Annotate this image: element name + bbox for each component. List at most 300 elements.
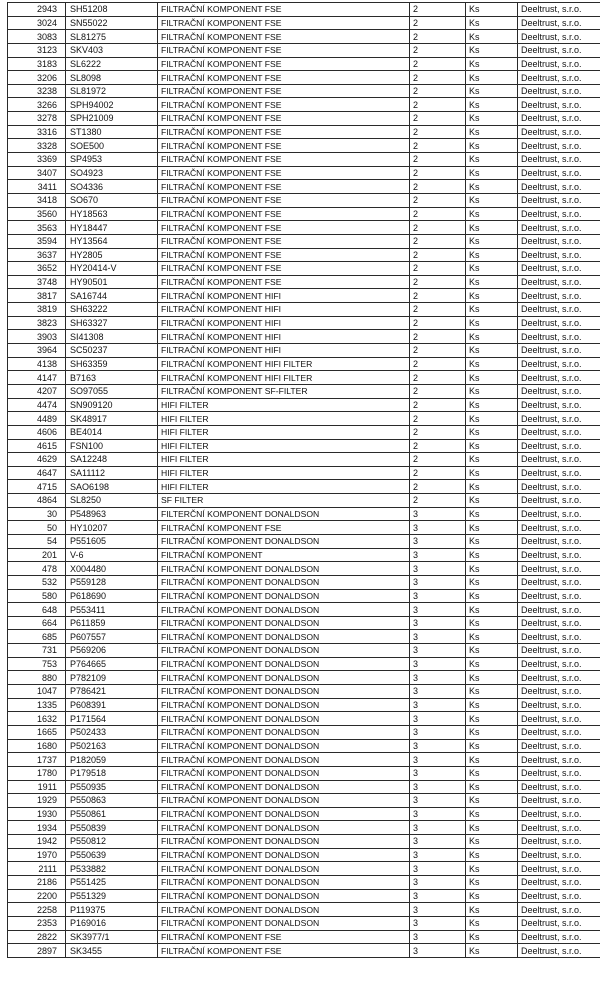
- cell-item-number: 478: [8, 562, 66, 576]
- cell-supplier: Deeltrust, s.r.o.: [518, 562, 600, 576]
- cell-quantity: 2: [410, 344, 466, 358]
- cell-quantity: 3: [410, 807, 466, 821]
- cell-unit: Ks: [466, 616, 518, 630]
- cell-quantity: 3: [410, 739, 466, 753]
- cell-part-code: P550639: [66, 848, 158, 862]
- cell-description: FILTRAČNÍ KOMPONENT FSE: [158, 57, 410, 71]
- cell-part-code: P182059: [66, 753, 158, 767]
- cell-quantity: 3: [410, 671, 466, 685]
- cell-item-number: 4207: [8, 384, 66, 398]
- cell-supplier: Deeltrust, s.r.o.: [518, 725, 600, 739]
- cell-part-code: P179518: [66, 766, 158, 780]
- table-row: [8, 166, 600, 180]
- cell-quantity: 2: [410, 262, 466, 276]
- table-row: [8, 821, 600, 835]
- cell-part-code: P169016: [66, 916, 158, 930]
- cell-unit: Ks: [466, 112, 518, 126]
- cell-supplier: Deeltrust, s.r.o.: [518, 657, 600, 671]
- cell-quantity: 3: [410, 835, 466, 849]
- cell-part-code: P171564: [66, 712, 158, 726]
- cell-quantity: 3: [410, 521, 466, 535]
- cell-quantity: 3: [410, 534, 466, 548]
- table-row: [8, 466, 600, 480]
- cell-quantity: 2: [410, 248, 466, 262]
- cell-unit: Ks: [466, 494, 518, 508]
- cell-part-code: B7163: [66, 371, 158, 385]
- table-row: [8, 425, 600, 439]
- table-row: [8, 344, 600, 358]
- cell-part-code: P559128: [66, 575, 158, 589]
- table-row: [8, 876, 600, 890]
- cell-supplier: Deeltrust, s.r.o.: [518, 466, 600, 480]
- cell-item-number: 685: [8, 630, 66, 644]
- cell-description: FILTRAČNÍ KOMPONENT DONALDSON: [158, 671, 410, 685]
- table-row: [8, 193, 600, 207]
- cell-item-number: 4489: [8, 412, 66, 426]
- cell-quantity: 2: [410, 480, 466, 494]
- table-row: [8, 916, 600, 930]
- inventory-table: [7, 2, 600, 958]
- cell-part-code: SPH21009: [66, 112, 158, 126]
- cell-unit: Ks: [466, 153, 518, 167]
- cell-part-code: P782109: [66, 671, 158, 685]
- cell-description: FILTRAČNÍ KOMPONENT DONALDSON: [158, 916, 410, 930]
- cell-part-code: P502163: [66, 739, 158, 753]
- cell-part-code: HY2805: [66, 248, 158, 262]
- cell-description: FILTRAČNÍ KOMPONENT HIFI FILTER: [158, 371, 410, 385]
- cell-part-code: SL8250: [66, 494, 158, 508]
- cell-part-code: P550863: [66, 794, 158, 808]
- table-row: [8, 125, 600, 139]
- cell-quantity: 2: [410, 125, 466, 139]
- cell-unit: Ks: [466, 739, 518, 753]
- cell-description: FILTRAČNÍ KOMPONENT SF-FILTER: [158, 384, 410, 398]
- table-row: [8, 262, 600, 276]
- table-row: [8, 712, 600, 726]
- cell-supplier: Deeltrust, s.r.o.: [518, 166, 600, 180]
- cell-part-code: V-6: [66, 548, 158, 562]
- cell-unit: Ks: [466, 603, 518, 617]
- cell-description: FILTRAČNÍ KOMPONENT FSE: [158, 3, 410, 17]
- cell-supplier: Deeltrust, s.r.o.: [518, 753, 600, 767]
- cell-part-code: P502433: [66, 725, 158, 739]
- cell-unit: Ks: [466, 862, 518, 876]
- cell-supplier: Deeltrust, s.r.o.: [518, 575, 600, 589]
- cell-quantity: 3: [410, 821, 466, 835]
- cell-quantity: 3: [410, 712, 466, 726]
- cell-supplier: Deeltrust, s.r.o.: [518, 412, 600, 426]
- cell-description: FILTRAČNÍ KOMPONENT DONALDSON: [158, 848, 410, 862]
- cell-item-number: 3266: [8, 98, 66, 112]
- cell-unit: Ks: [466, 725, 518, 739]
- cell-part-code: HY13564: [66, 234, 158, 248]
- cell-item-number: 1911: [8, 780, 66, 794]
- cell-quantity: 2: [410, 439, 466, 453]
- cell-item-number: 3278: [8, 112, 66, 126]
- table-row: [8, 630, 600, 644]
- cell-description: FILTRAČNÍ KOMPONENT DONALDSON: [158, 657, 410, 671]
- table-row: [8, 248, 600, 262]
- cell-item-number: 1929: [8, 794, 66, 808]
- cell-description: FILTRAČNÍ KOMPONENT FSE: [158, 98, 410, 112]
- cell-description: FILTRAČNÍ KOMPONENT FSE: [158, 930, 410, 944]
- cell-unit: Ks: [466, 234, 518, 248]
- table-row: [8, 753, 600, 767]
- cell-supplier: Deeltrust, s.r.o.: [518, 303, 600, 317]
- cell-quantity: 3: [410, 698, 466, 712]
- cell-unit: Ks: [466, 534, 518, 548]
- cell-quantity: 3: [410, 889, 466, 903]
- cell-supplier: Deeltrust, s.r.o.: [518, 848, 600, 862]
- cell-supplier: Deeltrust, s.r.o.: [518, 903, 600, 917]
- cell-quantity: 2: [410, 84, 466, 98]
- cell-item-number: 664: [8, 616, 66, 630]
- cell-unit: Ks: [466, 521, 518, 535]
- cell-description: FILTRAČNÍ KOMPONENT DONALDSON: [158, 534, 410, 548]
- cell-part-code: SK3977/1: [66, 930, 158, 944]
- cell-quantity: 2: [410, 412, 466, 426]
- cell-unit: Ks: [466, 316, 518, 330]
- cell-quantity: 3: [410, 685, 466, 699]
- cell-item-number: 3206: [8, 71, 66, 85]
- cell-quantity: 2: [410, 316, 466, 330]
- cell-description: FILTRAČNÍ KOMPONENT DONALDSON: [158, 766, 410, 780]
- cell-supplier: Deeltrust, s.r.o.: [518, 180, 600, 194]
- cell-item-number: 1934: [8, 821, 66, 835]
- cell-quantity: 2: [410, 425, 466, 439]
- table-row: [8, 494, 600, 508]
- cell-description: FILTRAČNÍ KOMPONENT FSE: [158, 112, 410, 126]
- cell-supplier: Deeltrust, s.r.o.: [518, 16, 600, 30]
- cell-item-number: 4629: [8, 453, 66, 467]
- cell-item-number: 50: [8, 521, 66, 535]
- cell-part-code: SN55022: [66, 16, 158, 30]
- table-row: [8, 16, 600, 30]
- cell-part-code: SH51208: [66, 3, 158, 17]
- cell-description: HIFI FILTER: [158, 466, 410, 480]
- cell-item-number: 3407: [8, 166, 66, 180]
- cell-supplier: Deeltrust, s.r.o.: [518, 207, 600, 221]
- cell-unit: Ks: [466, 889, 518, 903]
- cell-description: FILTRAČNÍ KOMPONENT DONALDSON: [158, 589, 410, 603]
- cell-supplier: Deeltrust, s.r.o.: [518, 262, 600, 276]
- table-row: [8, 780, 600, 794]
- cell-description: FILTERČNÍ KOMPONENT DONALDSON: [158, 507, 410, 521]
- cell-part-code: SO4336: [66, 180, 158, 194]
- cell-description: FILTRAČNÍ KOMPONENT FSE: [158, 207, 410, 221]
- cell-unit: Ks: [466, 548, 518, 562]
- cell-part-code: SA11112: [66, 466, 158, 480]
- cell-unit: Ks: [466, 644, 518, 658]
- cell-quantity: 3: [410, 507, 466, 521]
- cell-item-number: 201: [8, 548, 66, 562]
- cell-supplier: Deeltrust, s.r.o.: [518, 357, 600, 371]
- cell-unit: Ks: [466, 835, 518, 849]
- cell-description: FILTRAČNÍ KOMPONENT FSE: [158, 30, 410, 44]
- table-row: [8, 766, 600, 780]
- cell-description: FILTRAČNÍ KOMPONENT DONALDSON: [158, 630, 410, 644]
- cell-part-code: P550935: [66, 780, 158, 794]
- cell-part-code: P119375: [66, 903, 158, 917]
- cell-quantity: 2: [410, 193, 466, 207]
- cell-supplier: Deeltrust, s.r.o.: [518, 221, 600, 235]
- cell-item-number: 1335: [8, 698, 66, 712]
- cell-item-number: 880: [8, 671, 66, 685]
- cell-supplier: Deeltrust, s.r.o.: [518, 589, 600, 603]
- cell-item-number: 4715: [8, 480, 66, 494]
- cell-description: FILTRAČNÍ KOMPONENT DONALDSON: [158, 603, 410, 617]
- cell-unit: Ks: [466, 930, 518, 944]
- cell-supplier: Deeltrust, s.r.o.: [518, 876, 600, 890]
- cell-supplier: Deeltrust, s.r.o.: [518, 794, 600, 808]
- cell-part-code: P764665: [66, 657, 158, 671]
- cell-supplier: Deeltrust, s.r.o.: [518, 944, 600, 958]
- table-row: [8, 835, 600, 849]
- cell-quantity: 2: [410, 43, 466, 57]
- cell-item-number: 54: [8, 534, 66, 548]
- cell-item-number: 3652: [8, 262, 66, 276]
- cell-unit: Ks: [466, 685, 518, 699]
- cell-unit: Ks: [466, 753, 518, 767]
- cell-unit: Ks: [466, 3, 518, 17]
- table-row: [8, 889, 600, 903]
- cell-quantity: 2: [410, 234, 466, 248]
- cell-description: FILTRAČNÍ KOMPONENT DONALDSON: [158, 876, 410, 890]
- cell-description: FILTRAČNÍ KOMPONENT FSE: [158, 275, 410, 289]
- cell-description: FILTRAČNÍ KOMPONENT DONALDSON: [158, 821, 410, 835]
- table-row: [8, 848, 600, 862]
- cell-item-number: 30: [8, 507, 66, 521]
- cell-item-number: 3817: [8, 289, 66, 303]
- cell-supplier: Deeltrust, s.r.o.: [518, 43, 600, 57]
- cell-item-number: 2258: [8, 903, 66, 917]
- cell-supplier: Deeltrust, s.r.o.: [518, 821, 600, 835]
- table-row: [8, 453, 600, 467]
- cell-description: FILTRAČNÍ KOMPONENT FSE: [158, 262, 410, 276]
- cell-quantity: 3: [410, 848, 466, 862]
- cell-quantity: 2: [410, 207, 466, 221]
- cell-part-code: SL81972: [66, 84, 158, 98]
- cell-item-number: 3964: [8, 344, 66, 358]
- cell-description: FILTRAČNÍ KOMPONENT FSE: [158, 521, 410, 535]
- cell-item-number: 4147: [8, 371, 66, 385]
- cell-part-code: P786421: [66, 685, 158, 699]
- cell-unit: Ks: [466, 589, 518, 603]
- cell-part-code: P551425: [66, 876, 158, 890]
- table-row: [8, 521, 600, 535]
- table-row: [8, 439, 600, 453]
- cell-supplier: Deeltrust, s.r.o.: [518, 685, 600, 699]
- cell-unit: Ks: [466, 275, 518, 289]
- cell-description: FILTRAČNÍ KOMPONENT DONALDSON: [158, 780, 410, 794]
- cell-description: FILTRAČNÍ KOMPONENT HIFI: [158, 330, 410, 344]
- cell-unit: Ks: [466, 371, 518, 385]
- cell-item-number: 3594: [8, 234, 66, 248]
- cell-unit: Ks: [466, 562, 518, 576]
- cell-unit: Ks: [466, 57, 518, 71]
- cell-supplier: Deeltrust, s.r.o.: [518, 84, 600, 98]
- cell-description: FILTRAČNÍ KOMPONENT DONALDSON: [158, 794, 410, 808]
- cell-unit: Ks: [466, 657, 518, 671]
- cell-quantity: 2: [410, 153, 466, 167]
- cell-quantity: 2: [410, 30, 466, 44]
- cell-description: FILTRAČNÍ KOMPONENT HIFI: [158, 316, 410, 330]
- cell-unit: Ks: [466, 71, 518, 85]
- cell-part-code: SO4923: [66, 166, 158, 180]
- cell-supplier: Deeltrust, s.r.o.: [518, 916, 600, 930]
- cell-quantity: 3: [410, 876, 466, 890]
- cell-item-number: 3411: [8, 180, 66, 194]
- cell-supplier: Deeltrust, s.r.o.: [518, 425, 600, 439]
- cell-supplier: Deeltrust, s.r.o.: [518, 548, 600, 562]
- cell-description: FILTRAČNÍ KOMPONENT HIFI: [158, 289, 410, 303]
- cell-description: FILTRAČNÍ KOMPONENT FSE: [158, 166, 410, 180]
- table-row: [8, 30, 600, 44]
- cell-item-number: 1970: [8, 848, 66, 862]
- cell-part-code: P551605: [66, 534, 158, 548]
- cell-part-code: SH63327: [66, 316, 158, 330]
- cell-supplier: Deeltrust, s.r.o.: [518, 384, 600, 398]
- cell-unit: Ks: [466, 398, 518, 412]
- cell-part-code: SA12248: [66, 453, 158, 467]
- table-row: [8, 616, 600, 630]
- cell-unit: Ks: [466, 780, 518, 794]
- table-row: [8, 57, 600, 71]
- cell-supplier: Deeltrust, s.r.o.: [518, 644, 600, 658]
- cell-supplier: Deeltrust, s.r.o.: [518, 807, 600, 821]
- cell-quantity: 3: [410, 575, 466, 589]
- cell-unit: Ks: [466, 30, 518, 44]
- cell-description: FILTRAČNÍ KOMPONENT DONALDSON: [158, 903, 410, 917]
- cell-unit: Ks: [466, 848, 518, 862]
- cell-part-code: P548963: [66, 507, 158, 521]
- cell-supplier: Deeltrust, s.r.o.: [518, 521, 600, 535]
- table-row: [8, 289, 600, 303]
- cell-item-number: 3183: [8, 57, 66, 71]
- cell-supplier: Deeltrust, s.r.o.: [518, 439, 600, 453]
- cell-quantity: 3: [410, 862, 466, 876]
- cell-part-code: SL8098: [66, 71, 158, 85]
- cell-description: FILTRAČNÍ KOMPONENT DONALDSON: [158, 698, 410, 712]
- cell-description: FILTRAČNÍ KOMPONENT FSE: [158, 71, 410, 85]
- table-row: [8, 139, 600, 153]
- cell-supplier: Deeltrust, s.r.o.: [518, 630, 600, 644]
- cell-part-code: SP4953: [66, 153, 158, 167]
- cell-supplier: Deeltrust, s.r.o.: [518, 766, 600, 780]
- cell-part-code: SH63359: [66, 357, 158, 371]
- cell-unit: Ks: [466, 16, 518, 30]
- cell-item-number: 3123: [8, 43, 66, 57]
- table-row: [8, 221, 600, 235]
- cell-part-code: SI41308: [66, 330, 158, 344]
- cell-item-number: 3328: [8, 139, 66, 153]
- table-row: [8, 412, 600, 426]
- cell-item-number: 731: [8, 644, 66, 658]
- cell-supplier: Deeltrust, s.r.o.: [518, 316, 600, 330]
- table-row: [8, 739, 600, 753]
- cell-quantity: 3: [410, 616, 466, 630]
- cell-supplier: Deeltrust, s.r.o.: [518, 125, 600, 139]
- cell-part-code: P550839: [66, 821, 158, 835]
- table-row: [8, 398, 600, 412]
- cell-description: FILTRAČNÍ KOMPONENT FSE: [158, 84, 410, 98]
- cell-unit: Ks: [466, 221, 518, 235]
- cell-unit: Ks: [466, 876, 518, 890]
- cell-description: FILTRAČNÍ KOMPONENT DONALDSON: [158, 712, 410, 726]
- cell-description: HIFI FILTER: [158, 439, 410, 453]
- table-row: [8, 698, 600, 712]
- cell-quantity: 2: [410, 398, 466, 412]
- cell-description: FILTRAČNÍ KOMPONENT: [158, 548, 410, 562]
- cell-item-number: 3369: [8, 153, 66, 167]
- table-row: [8, 807, 600, 821]
- cell-description: FILTRAČNÍ KOMPONENT DONALDSON: [158, 807, 410, 821]
- cell-supplier: Deeltrust, s.r.o.: [518, 780, 600, 794]
- cell-item-number: 3819: [8, 303, 66, 317]
- cell-quantity: 2: [410, 384, 466, 398]
- cell-quantity: 2: [410, 466, 466, 480]
- cell-supplier: Deeltrust, s.r.o.: [518, 275, 600, 289]
- cell-description: FILTRAČNÍ KOMPONENT DONALDSON: [158, 725, 410, 739]
- cell-unit: Ks: [466, 84, 518, 98]
- table-row: [8, 384, 600, 398]
- cell-part-code: SL6222: [66, 57, 158, 71]
- table-row: [8, 685, 600, 699]
- cell-description: HIFI FILTER: [158, 453, 410, 467]
- cell-part-code: ST1380: [66, 125, 158, 139]
- cell-part-code: HY10207: [66, 521, 158, 535]
- table-row: [8, 534, 600, 548]
- cell-supplier: Deeltrust, s.r.o.: [518, 616, 600, 630]
- cell-quantity: 3: [410, 562, 466, 576]
- cell-quantity: 2: [410, 303, 466, 317]
- cell-quantity: 2: [410, 166, 466, 180]
- table-row: [8, 480, 600, 494]
- cell-quantity: 3: [410, 766, 466, 780]
- cell-supplier: Deeltrust, s.r.o.: [518, 494, 600, 508]
- cell-unit: Ks: [466, 344, 518, 358]
- cell-part-code: SOE500: [66, 139, 158, 153]
- cell-description: FILTRAČNÍ KOMPONENT HIFI FILTER: [158, 357, 410, 371]
- cell-item-number: 1942: [8, 835, 66, 849]
- cell-quantity: 2: [410, 275, 466, 289]
- cell-unit: Ks: [466, 466, 518, 480]
- cell-part-code: HY20414-V: [66, 262, 158, 276]
- cell-item-number: 648: [8, 603, 66, 617]
- cell-part-code: BE4014: [66, 425, 158, 439]
- cell-description: FILTRAČNÍ KOMPONENT DONALDSON: [158, 644, 410, 658]
- cell-item-number: 3024: [8, 16, 66, 30]
- cell-part-code: P553411: [66, 603, 158, 617]
- cell-unit: Ks: [466, 698, 518, 712]
- cell-unit: Ks: [466, 303, 518, 317]
- cell-item-number: 3083: [8, 30, 66, 44]
- cell-quantity: 2: [410, 57, 466, 71]
- cell-description: FILTRAČNÍ KOMPONENT FSE: [158, 193, 410, 207]
- table-row: [8, 562, 600, 576]
- cell-description: FILTRAČNÍ KOMPONENT DONALDSON: [158, 753, 410, 767]
- cell-supplier: Deeltrust, s.r.o.: [518, 289, 600, 303]
- cell-description: FILTRAČNÍ KOMPONENT DONALDSON: [158, 739, 410, 753]
- cell-quantity: 2: [410, 289, 466, 303]
- cell-item-number: 1737: [8, 753, 66, 767]
- cell-part-code: SKV403: [66, 43, 158, 57]
- cell-description: FILTRAČNÍ KOMPONENT HIFI: [158, 344, 410, 358]
- cell-description: FILTRAČNÍ KOMPONENT DONALDSON: [158, 862, 410, 876]
- table-row: [8, 589, 600, 603]
- cell-part-code: SN909120: [66, 398, 158, 412]
- inventory-table-body: [8, 3, 600, 958]
